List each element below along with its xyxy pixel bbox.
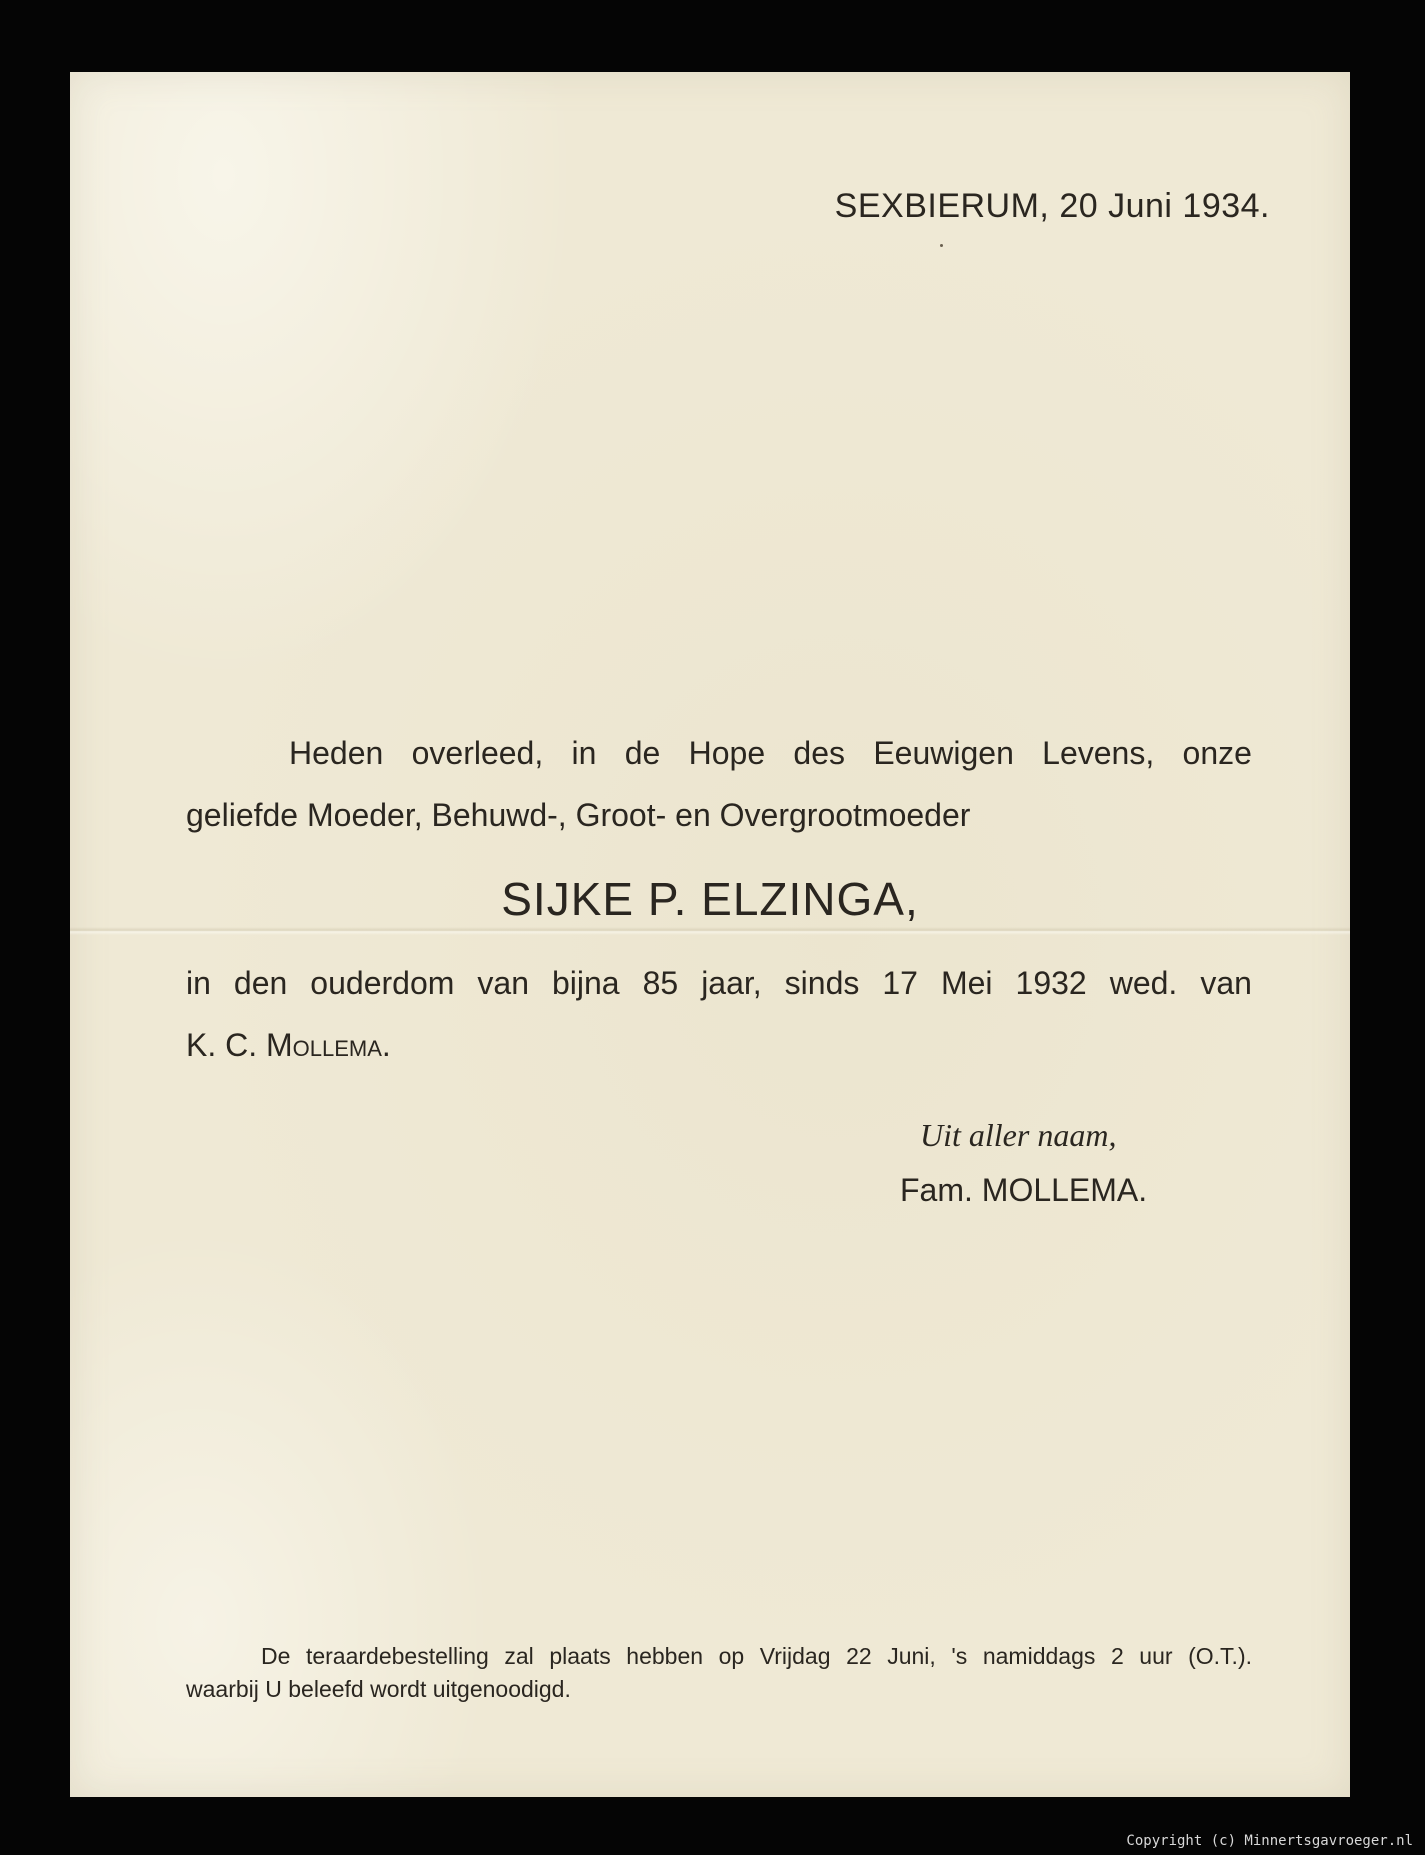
- dateline: SEXBIERUM, 20 Juni 1934.: [834, 187, 1270, 225]
- announcement-line-1: Heden overleed, in de Hope des Eeuwigen Levens, onze: [289, 735, 1252, 771]
- details-line-1: in den ouderdom van bijna 85 jaar, sinds 17 Mei 1932 wed. van: [186, 965, 1252, 1001]
- announcement-line-2: geliefde Moeder, Behuwd-, Groot- en Overgrootmoeder: [186, 797, 971, 833]
- announcement-sheet: [70, 72, 1350, 1797]
- paper-fold-crease: [70, 927, 1350, 935]
- deceased-name: SIJKE P. ELZINGA,: [501, 873, 919, 925]
- details-line-2: K. C. Mollema.: [186, 1027, 391, 1063]
- funeral-notice-line-2: waarbij U beleefd wordt uitgenoodigd.: [186, 1676, 571, 1702]
- funeral-notice: [186, 1640, 1252, 1706]
- signature-family: Fam. MOLLEMA.: [900, 1172, 1148, 1208]
- funeral-notice-line-1: De teraardebestelling zal plaats hebben op Vrijdag 22 Juni, 's namiddags 2 uur (O.T.).: [261, 1643, 1252, 1669]
- announcement-paragraph: [186, 722, 1252, 846]
- copyright-notice: Copyright (c) Minnertsgavroeger.nl: [1126, 1833, 1413, 1849]
- signature-greeting: Uit aller naam,: [920, 1117, 1117, 1153]
- paper-speck: [940, 244, 943, 247]
- details-paragraph: [186, 952, 1252, 1076]
